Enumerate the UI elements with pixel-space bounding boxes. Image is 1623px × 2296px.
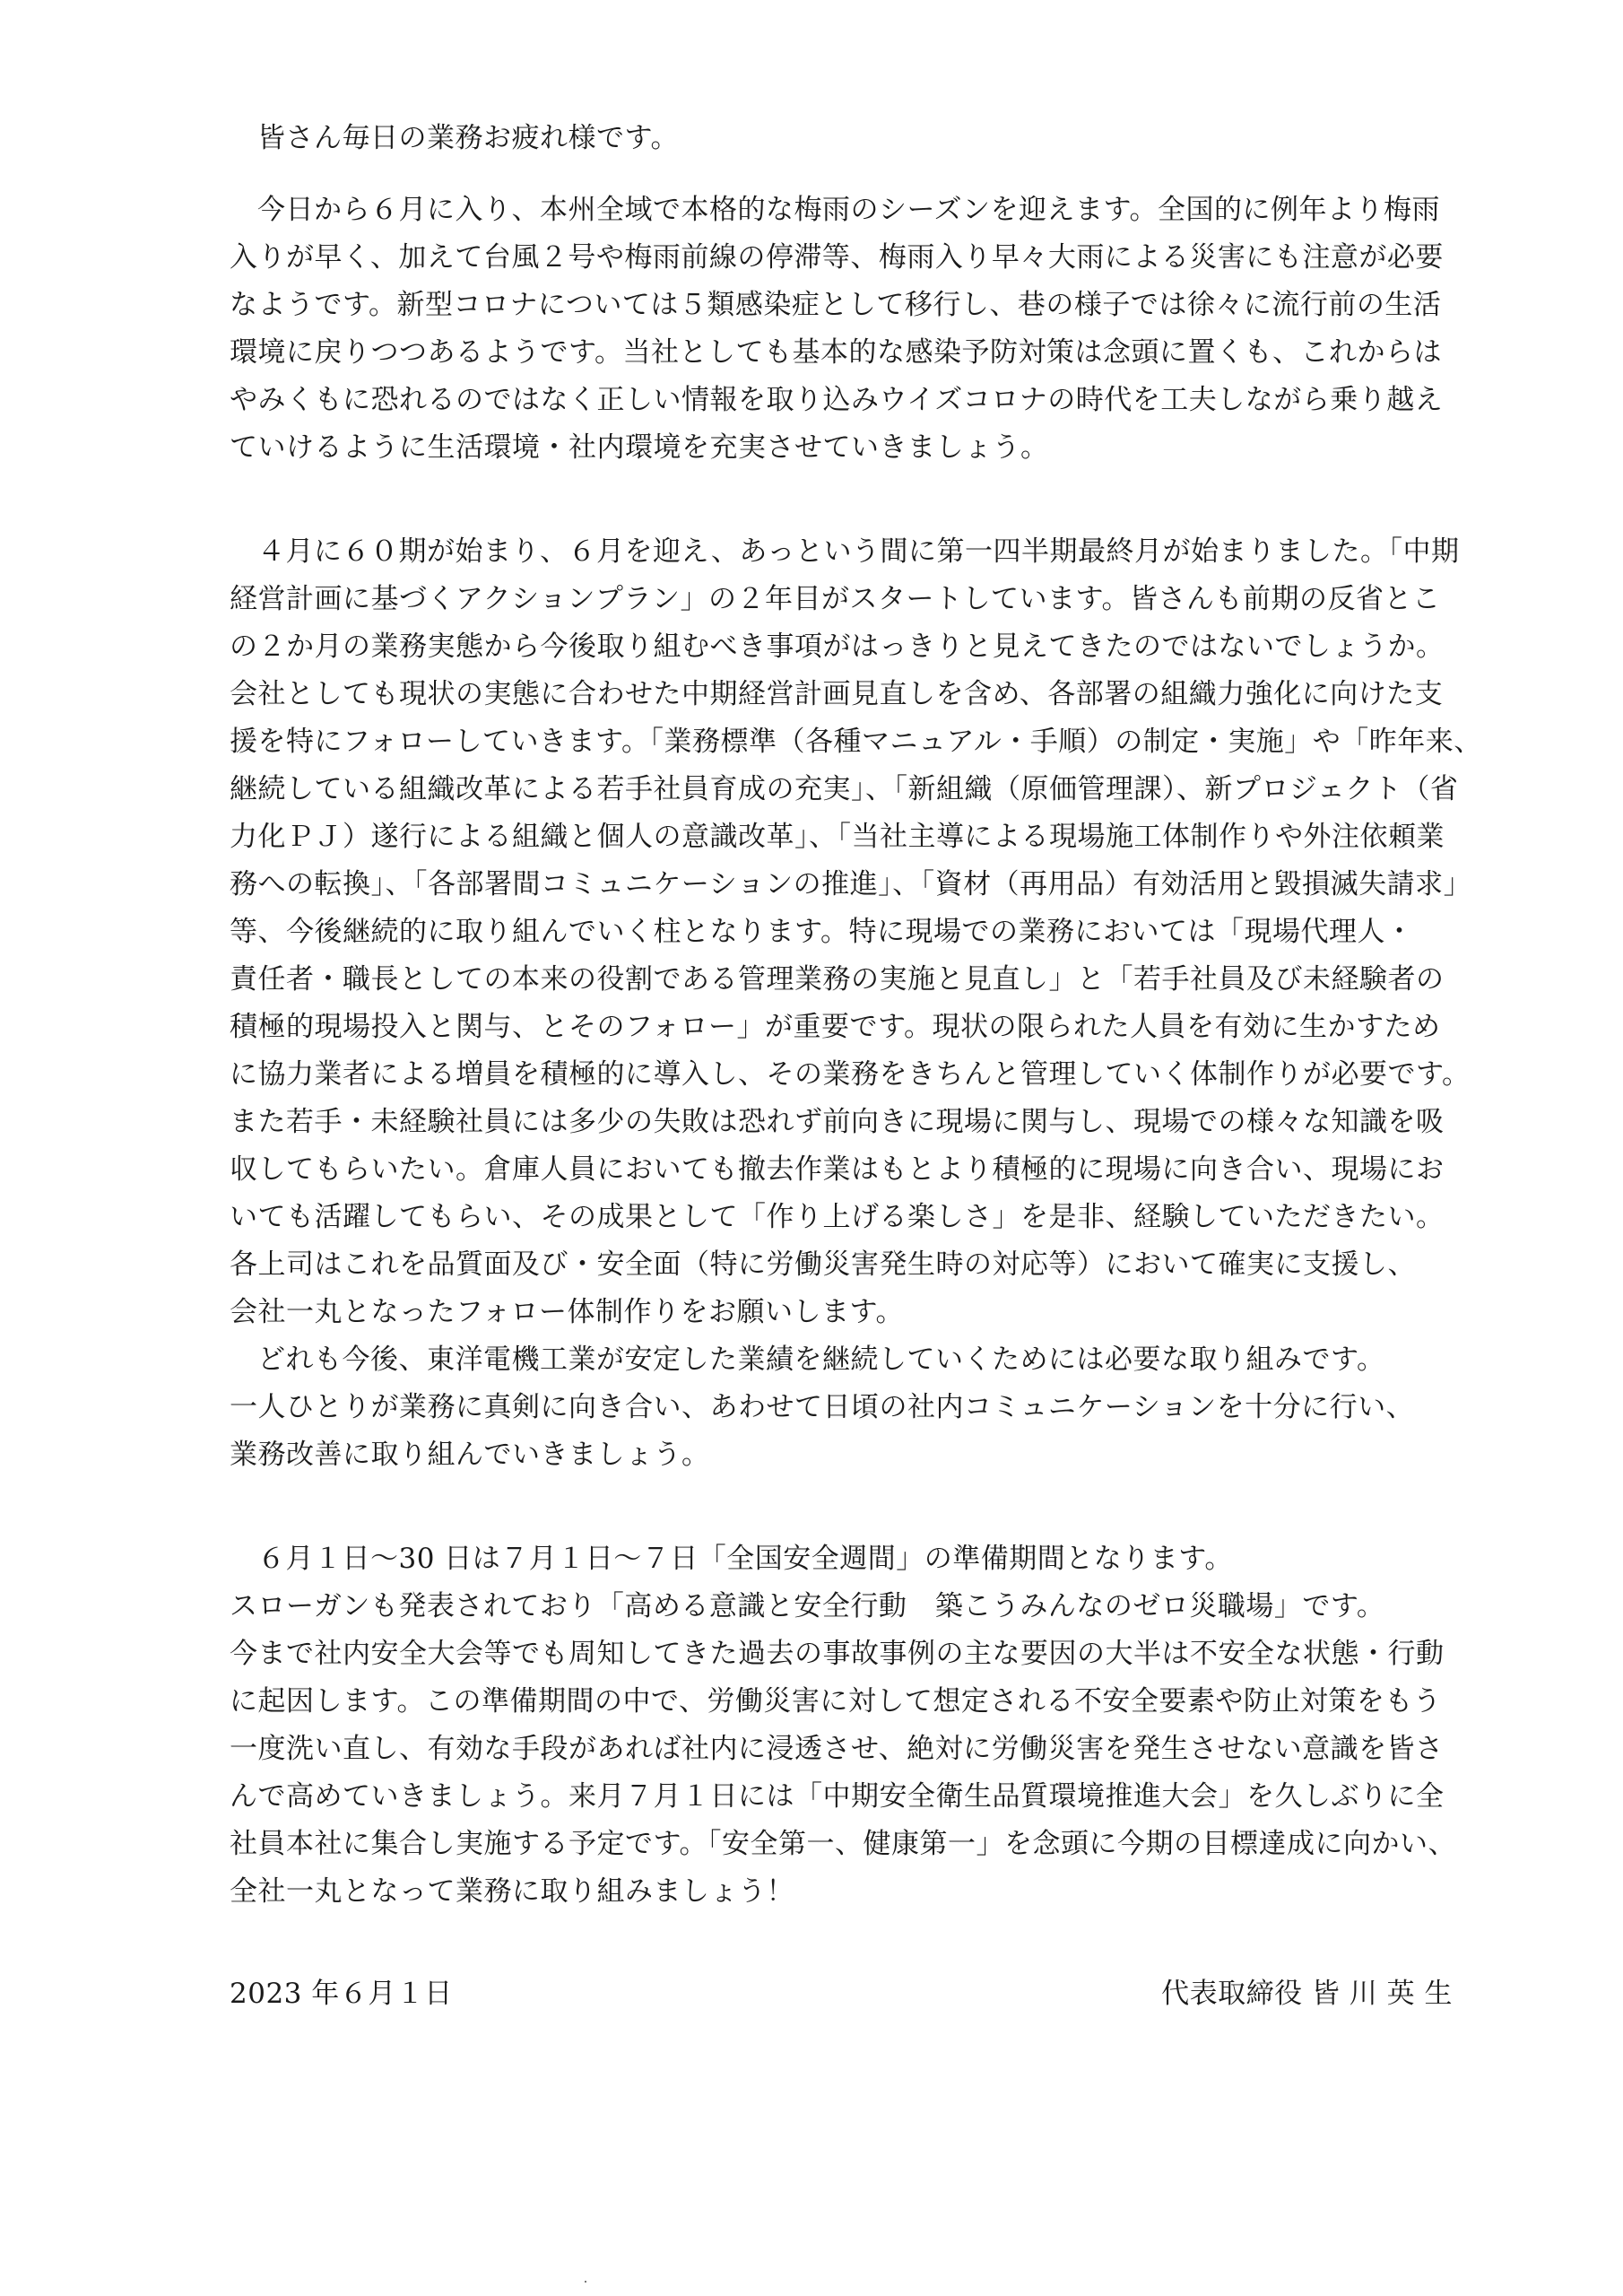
paragraph2-line: 各上司はこれを品質面及び・安全面（特に労働災害発生時の対応等）において確実に支援し、 — [230, 1248, 1416, 1281]
paragraph2-line: また若手・未経験社員には多少の失敗は恐れず前向きに現場に関与し、現場での様々な知識を吸 — [230, 1106, 1445, 1138]
letter-date: 2023 年６月１日 — [230, 1978, 453, 2010]
paragraph1-line: 今日から６月に入り、本州全域で本格的な梅雨のシーズンを迎えます。全国的に例年より梅雨 — [257, 194, 1440, 226]
scan-speck — [585, 2281, 586, 2283]
paragraph4-line: んで高めていきましょう。来月７月１日には「中期安全衛生品質環境推進大会」を久しぶりに全 — [230, 1780, 1445, 1813]
paragraph2-line: 援を特にフォローしていきます。「業務標準（各種マニュアル・手順）の制定・実施」や「昨年来、 — [230, 726, 1482, 758]
paragraph2-line: に協力業者による増員を積極的に導入し、その業務をきちんと管理していく体制作りが必要です。 — [230, 1058, 1471, 1091]
paragraph3-line: 業務改善に取り組んでいきましょう。 — [230, 1439, 710, 1471]
paragraph4-line: ６月１日～30 日は７月１日～７日「全国安全週間」の準備期間となります。 — [257, 1543, 1233, 1575]
paragraph4-line: に起因します。この準備期間の中で、労働災害に対して想定される不安全要素や防止対策をもう — [230, 1685, 1442, 1718]
paragraph4-line: 今まで社内安全大会等でも周知してきた過去の事故事例の主な要因の大半は不安全な状態・行動 — [230, 1638, 1445, 1670]
paragraph3-line: 一人ひとりが業務に真剣に向き合い、あわせて日頃の社内コミュニケーションを十分に行い、 — [230, 1391, 1415, 1423]
paragraph1-line: 環境に戻りつつあるようです。当社としても基本的な感染予防対策は念頭に置くも、これからは — [230, 336, 1443, 369]
paragraph4-line: 全社一丸となって業務に取り組みましょう！ — [230, 1875, 794, 1908]
paragraph4-line: 一度洗い直し、有効な手段があれば社内に浸透させ、絶対に労働災害を発生させない意識を皆さ — [230, 1733, 1444, 1765]
signature: 代表取締役 皆 川 英 生 — [1161, 1978, 1453, 2010]
paragraph2-line: ４月に６０期が始まり、６月を迎え、あっという間に第一四半期最終月が始まりました。「中期 — [257, 535, 1460, 568]
paragraph1-line: なようです。新型コロナについては５類感染症として移行し、巷の様子では徐々に流行前の生活 — [230, 289, 1442, 321]
paragraph2-line: 会社一丸となったフォロー体制作りをお願いします。 — [230, 1296, 904, 1328]
paragraph2-line: 等、今後継続的に取り組んでいく柱となります。特に現場での業務においては「現場代理人・ — [230, 916, 1414, 948]
paragraph2-line: 務への転換」、「各部署間コミュニケーションの推進」、「資材（再用品）有効活用と毀損滅失請求」 — [230, 868, 1472, 900]
greeting: 皆さん毎日の業務お疲れ様です。 — [257, 122, 680, 154]
paragraph2-line: の２か月の業務実態から今後取り組むべき事項がはっきりと見えてきたのではないでしょうか。 — [230, 631, 1445, 663]
paragraph2-line: 収してもらいたい。倉庫人員においても撤去作業はもとより積極的に現場に向き合い、現場にお — [230, 1153, 1445, 1186]
paragraph2-line: 継続している組織改革による若手社員育成の充実」、「新組織（原価管理課）、新プロジェクト（省 — [230, 773, 1459, 805]
paragraph2-line: 経営計画に基づくアクションプラン」の２年目がスタートしています。皆さんも前期の反省とこ — [230, 583, 1441, 615]
paragraph4-line: 社員本社に集合し実施する予定です。「安全第一、健康第一」を念頭に今期の目標達成に向かい、 — [230, 1828, 1457, 1860]
paragraph2-line: 力化ＰＪ）遂行による組織と個人の意識改革」、「当社主導による現場施工体制作りや外注依頼業 — [230, 821, 1445, 853]
paragraph2-line: 会社としても現状の実態に合わせた中期経営計画見直しを含め、各部署の組織力強化に向けた支 — [230, 678, 1444, 710]
paragraph2-line: 責任者・職長としての本来の役割である管理業務の実施と見直し」と「若手社員及び未経験者の — [230, 963, 1445, 996]
paragraph4-line: スローガンも発表されており「高める意識と安全行動 築こうみんなのゼロ災職場」です。 — [230, 1590, 1385, 1622]
paragraph2-line: いても活躍してもらい、その成果として「作り上げる楽しさ」を是非、経験していただきたい。 — [230, 1201, 1445, 1233]
paragraph3-line: どれも今後、東洋電機工業が安定した業績を継続していくためには必要な取り組みです。 — [257, 1344, 1385, 1376]
paragraph1-line: 入りが早く、加えて台風２号や梅雨前線の停滞等、梅雨入り早々大雨による災害にも注意が必要 — [230, 241, 1444, 274]
paragraph1-line: やみくもに恐れるのではなく正しい情報を取り込みウイズコロナの時代を工夫しながら乗り越え — [230, 384, 1444, 416]
paragraph1-line: ていけるように生活環境・社内環境を充実させていきましょう。 — [230, 431, 1049, 464]
paragraph2-line: 積極的現場投入と関与、とそのフォロー」が重要です。現状の限られた人員を有効に生かすため — [230, 1011, 1441, 1043]
